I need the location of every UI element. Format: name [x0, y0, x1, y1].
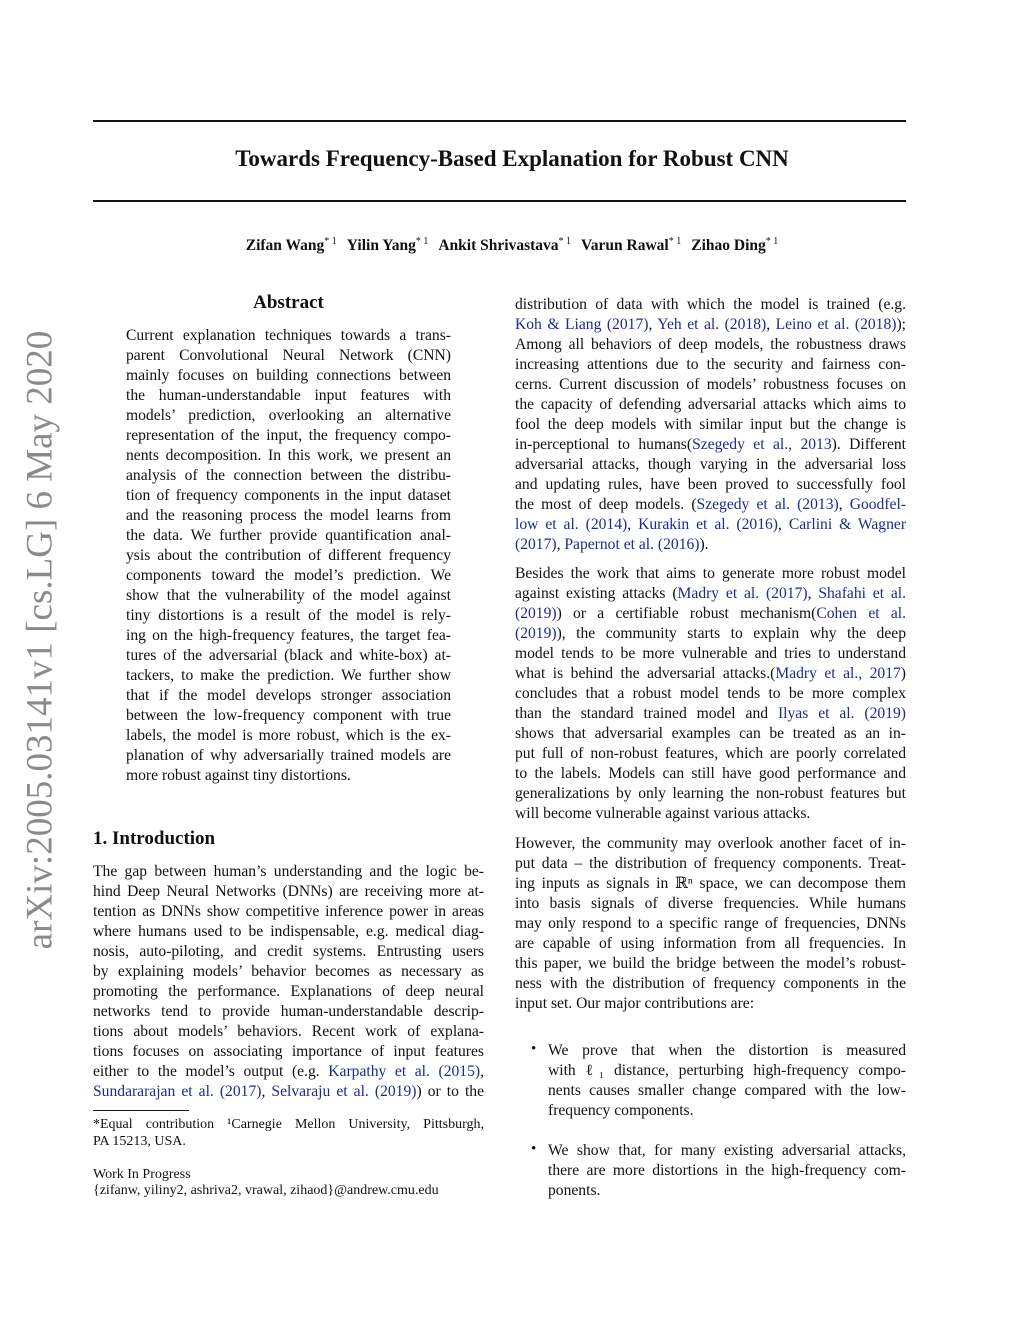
text-line: the data. We further provide quantification anal-	[126, 527, 451, 544]
text-line: nents causes smaller change compared with the low-	[548, 1082, 906, 1099]
author-name-text: Zifan Wang	[245, 237, 325, 254]
text-segment: ,	[627, 516, 639, 533]
text-line: mainly focuses on building connections between	[126, 367, 451, 384]
text-line: *Equal contribution ¹Carnegie Mellon University, Pittsburgh,	[93, 1117, 484, 1132]
footnote-rule	[93, 1110, 189, 1111]
author-affiliation-mark: * 1	[415, 236, 429, 247]
text-line: by explaining models’ behavior becomes as necessary as	[93, 963, 484, 980]
paper-title: Towards Frequency-Based Explanation for Robust CNN	[235, 146, 789, 171]
author-affiliation-mark: * 1	[765, 236, 779, 247]
author-affiliation-mark: * 1	[324, 236, 337, 247]
text-line: parent Convolutional Neural Network (CNN)	[126, 347, 451, 364]
citation-link[interactable]: Madry et al. (2017)	[677, 585, 808, 602]
author-name-text: Yilin Yang	[346, 237, 416, 254]
citation-link[interactable]: Ilyas et al. (2019)	[777, 705, 906, 722]
text-line: hind Deep Neural Networks (DNNs) are receiving more at-	[93, 883, 484, 900]
citation-link[interactable]: Shafahi et al.	[818, 585, 907, 602]
text-segment: what is behind the adversarial attacks.(	[515, 665, 776, 682]
text-line: that if the model develops stronger association	[126, 687, 451, 704]
text-line: the human-understandable input features with	[126, 387, 451, 404]
text-line	[515, 515, 906, 535]
text-line	[515, 664, 906, 684]
author-name-text: Ankit Shrivastava	[438, 237, 559, 254]
text-line: ysis about the contribution of different frequency	[126, 547, 451, 564]
text-segment: ,	[648, 316, 658, 333]
text-line: ponents.	[548, 1182, 601, 1199]
text-line: Among all behaviors of deep models, the robustness draws	[515, 336, 906, 353]
text-line: there are more distortions in the high-frequency com-	[548, 1162, 906, 1179]
text-line: shows that adversarial examples can be treated as an in-	[515, 725, 906, 742]
text-line: to the labels. Models can still have good performance and	[515, 765, 906, 782]
text-line: concludes that a robust model tends to be more complex	[515, 685, 906, 702]
author-name	[581, 237, 681, 254]
author-name	[438, 237, 571, 254]
text-line: tures of the adversarial (black and white-box) at-	[126, 647, 451, 664]
citation-link[interactable]: Kurakin et al. (2016)	[638, 516, 778, 533]
text-line: adversarial attacks, though varying in the adversarial loss	[515, 456, 906, 473]
text-segment: than the standard trained model and	[515, 705, 778, 722]
citation-link[interactable]: Cohen et al.	[816, 605, 906, 622]
work-in-progress-note: Work In Progress	[93, 1167, 191, 1182]
title-bottom-rule	[93, 200, 906, 202]
text-segment: in-perceptional to humans(	[515, 436, 693, 453]
text-segment: ,	[556, 536, 565, 553]
text-line: tackers, to make the prediction. We further show	[126, 667, 451, 684]
text-line: tiny distortions is a result of the model is rely-	[126, 607, 451, 624]
text-segment: ,	[261, 1083, 272, 1100]
text-line: models’ prediction, overlooking an alternative	[126, 407, 451, 424]
text-line: ing inputs as signals in ℝⁿ space, we can decompose them	[515, 875, 906, 892]
arxiv-stamp: arXiv:2005.03141v1 [cs.LG] 6 May 2020	[19, 330, 61, 950]
text-line: where humans used to be indispensable, e.g. medical diag-	[93, 923, 484, 940]
text-line: distribution of data with which the model is trained (e.g.	[515, 296, 906, 313]
author-name	[691, 237, 778, 254]
citation-link[interactable]: Carlini & Wagner	[788, 516, 907, 533]
citation-link[interactable]: Karpathy et al. (2015)	[328, 1063, 481, 1080]
text-line: Current explanation techniques towards a trans-	[126, 327, 451, 344]
intro-paragraph	[93, 862, 484, 1102]
footnote-affiliation	[93, 1116, 484, 1150]
text-line: show that the vulnerability of the model against	[126, 587, 451, 604]
text-line: this paper, we build the bridge between the model’s robust-	[515, 955, 906, 972]
contribution-bullet-1	[548, 1041, 906, 1121]
text-line: more robust against tiny distortions.	[126, 767, 351, 784]
author-name-text: Varun Rawal	[581, 237, 669, 254]
text-line: We show that, for many existing adversarial attacks,	[548, 1142, 906, 1159]
text-line: model tends to be more vulnerable and tries to understand	[515, 645, 906, 662]
text-line: Besides the work that aims to generate more robust model	[515, 565, 906, 582]
text-line	[515, 604, 906, 624]
bullet-icon: •	[531, 1041, 537, 1057]
text-line: put data – the distribution of frequency components. Treat-	[515, 855, 906, 872]
citation-link[interactable]: Selvaraju et al. (2019)	[271, 1083, 417, 1100]
bullet-icon: •	[531, 1141, 537, 1157]
author-affiliation-mark: * 1	[668, 236, 682, 247]
citation-link[interactable]: Papernot et al. (2016)	[564, 536, 700, 553]
text-line: We prove that when the distortion is measured	[548, 1042, 906, 1059]
text-line: and the reasoning process the model learns from	[126, 507, 451, 524]
text-line: with ℓ₁ distance, perturbing high-frequency compo-	[548, 1062, 906, 1079]
text-segment: ) or a certifiable robust mechanism(	[556, 605, 817, 622]
text-line: input set. Our major contributions are:	[515, 995, 755, 1012]
citation-link[interactable]: Goodfel-	[849, 496, 906, 513]
text-line	[93, 1062, 484, 1082]
text-segment: ,	[807, 585, 819, 602]
text-segment: ), the community starts to explain why the deep	[556, 625, 906, 642]
author-list	[0, 236, 1024, 255]
text-line: analysis of the connection between the distribu-	[126, 467, 451, 484]
text-segment: ). Different	[831, 436, 907, 453]
text-segment: ,	[766, 316, 776, 333]
author-emails: {zifanw, yiliny2, ashriva2, vrawal, zihaod}@andrew.cmu.edu	[93, 1183, 439, 1198]
text-line: ness with the distribution of frequency components in the	[515, 975, 906, 992]
text-line	[515, 704, 906, 724]
text-line: between the low-frequency component with true	[126, 707, 451, 724]
right-paragraph-2	[515, 564, 906, 824]
text-line	[515, 435, 906, 455]
text-line: tion of frequency components in the input dataset	[126, 487, 451, 504]
text-line	[93, 1082, 484, 1102]
text-segment: the most of deep models. (	[515, 496, 697, 513]
text-line: tention as DNNs show competitive inference power in areas	[93, 903, 484, 920]
citation-link[interactable]: Leino et al. (2018)	[775, 316, 897, 333]
text-segment: ,	[778, 516, 789, 533]
text-line: the capacity of defending adversarial attacks which aims to	[515, 396, 906, 413]
abstract-heading: Abstract	[253, 292, 324, 313]
text-segment: ).	[699, 536, 709, 553]
top-rule	[93, 120, 906, 122]
citation-link[interactable]: Szegedy et al., 2013	[692, 436, 832, 453]
text-line: fool the deep models with similar input but the change is	[515, 416, 906, 433]
text-line: The gap between human’s understanding and the logic be-	[93, 863, 484, 880]
abstract-text	[126, 326, 451, 786]
citation-link[interactable]: Madry et al., 2017	[775, 665, 901, 682]
text-segment: ) or to the	[416, 1083, 485, 1100]
text-segment: )	[900, 665, 906, 682]
author-affiliation-mark: * 1	[558, 236, 572, 247]
text-line: components toward the model’s prediction. We	[126, 567, 451, 584]
text-line: nents decomposition. In this work, we present an	[126, 447, 451, 464]
text-line: increasing attentions due to the security and fairness con-	[515, 356, 906, 373]
text-line: cerns. Current discussion of models’ robustness focuses on	[515, 376, 906, 393]
author-name	[347, 237, 429, 254]
text-segment: against existing attacks (	[515, 585, 678, 602]
citation-link[interactable]: low et al. (2014)	[515, 516, 628, 533]
contribution-bullet-2	[548, 1141, 906, 1201]
text-line: tions focuses on associating importance of input features	[93, 1043, 484, 1060]
text-line: PA 15213, USA.	[93, 1134, 186, 1149]
text-line	[515, 584, 906, 604]
text-segment: either to the model’s output (e.g.	[93, 1063, 329, 1080]
text-segment: );	[896, 316, 907, 333]
text-line: are capable of using information from all frequencies. In	[515, 935, 906, 952]
text-line: tions about models’ behaviors. Recent work of explana-	[93, 1023, 484, 1040]
author-name-text: Zihao Ding	[691, 237, 766, 254]
citation-link[interactable]: (2019)	[515, 625, 557, 642]
text-line	[515, 535, 906, 555]
text-line: put full of non-robust features, which are poorly correlated	[515, 745, 906, 762]
introduction-heading: 1. Introduction	[93, 828, 216, 849]
text-line: frequency components.	[548, 1102, 694, 1119]
text-line: planation of why adversarially trained models are	[126, 747, 451, 764]
text-line: promoting the performance. Explanations of deep neural	[93, 983, 484, 1000]
text-line	[515, 624, 906, 644]
citation-link[interactable]: (2019)	[515, 605, 557, 622]
text-line	[515, 315, 906, 335]
citation-link[interactable]: Yeh et al. (2018)	[657, 316, 767, 333]
text-line: labels, the model is more robust, which is the ex-	[126, 727, 451, 744]
text-segment: ,	[838, 496, 850, 513]
author-name	[246, 237, 337, 254]
text-line	[515, 495, 906, 515]
text-line: will become vulnerable against various attacks.	[515, 805, 811, 822]
text-line: nosis, auto-piloting, and credit systems. Entrusting users	[93, 943, 484, 960]
text-line: representation of the input, the frequency compo-	[126, 427, 451, 444]
citation-link[interactable]: Sundararajan et al. (2017)	[93, 1083, 262, 1100]
citation-link[interactable]: Koh & Liang (2017)	[515, 316, 649, 333]
text-line: ing on the high-frequency features, the target fea-	[126, 627, 451, 644]
citation-link[interactable]: Szegedy et al. (2013)	[696, 496, 839, 513]
citation-link[interactable]: (2017)	[515, 536, 557, 553]
text-line: into basis signals of diverse frequencies. While humans	[515, 895, 906, 912]
text-line: generalizations by only learning the non-robust features but	[515, 785, 906, 802]
text-line: networks tend to provide human-understandable descrip-	[93, 1003, 484, 1020]
right-paragraph-1	[515, 295, 906, 555]
right-paragraph-3	[515, 834, 906, 1014]
text-line: may only respond to a specific range of frequencies, DNNs	[515, 915, 906, 932]
text-segment: ,	[480, 1063, 484, 1080]
text-line: However, the community may overlook another facet of in-	[515, 835, 906, 852]
text-line: and updating rules, have been proved to successfully fool	[515, 476, 906, 493]
